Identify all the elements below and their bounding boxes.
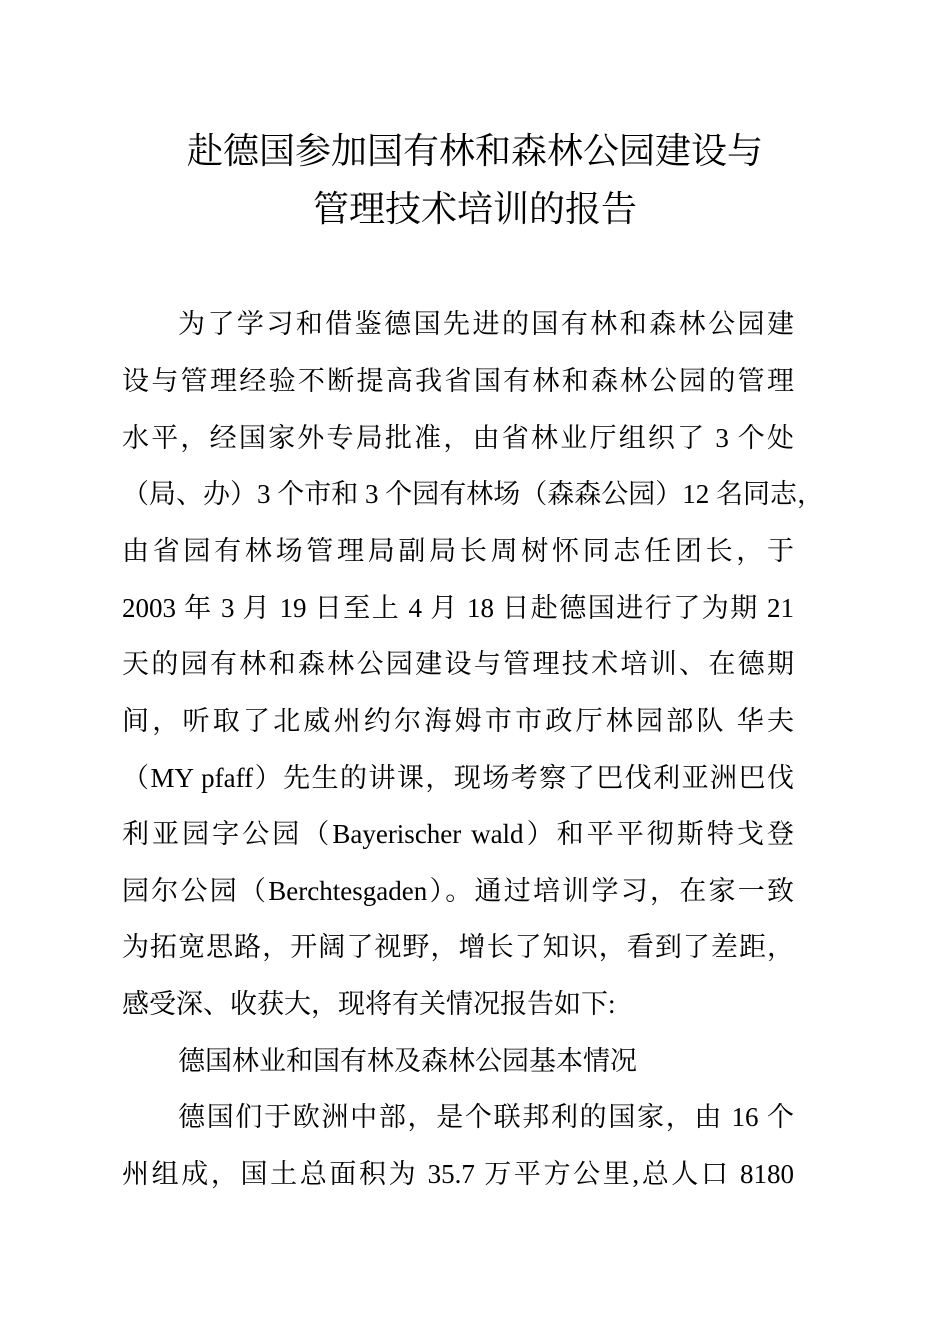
- document-title-line-1: 赴德国参加国有林和森林公园建设与: [186, 131, 763, 172]
- paragraph-line-3: 水平，经国家外专局批准，由省林业厅组织了 3 个处: [122, 423, 794, 453]
- paragraph-line-1: 为了学习和借鉴德国先进的国有林和森林公园建: [178, 309, 794, 339]
- paragraph-line-10: 利亚园字公园（Bayerischer wald）和平平彻斯特戈登: [122, 819, 794, 849]
- paragraph-line-8: 间，听取了北威州约尔海姆市市政厅林园部队 华夫: [122, 706, 794, 736]
- paragraph-line-2: 设与管理经验不断提高我省国有林和森林公园的管理: [122, 366, 794, 396]
- paragraph2-line-2: 州组成，国土总面积为 35.7 万平方公里,总人口 8180: [122, 1159, 794, 1189]
- paragraph-line-4: （局、办）3 个市和 3 个园有林场（森森公园）12 名同志，: [122, 479, 824, 509]
- paragraph-line-6: 2003 年 3 月 19 日至上 4 月 18 日赴德国进行了为期 21: [122, 593, 794, 623]
- paragraph2-line-1: 德国们于欧洲中部，是个联邦利的国家，由 16 个: [178, 1102, 794, 1132]
- paragraph-line-11: 园尔公园（Berchtesgaden）。通过培训学习，在家一致: [122, 876, 794, 906]
- document-title-line-2: 管理技术培训的报告: [312, 189, 637, 230]
- paragraph-line-13: 感受深、收获大，现将有关情况报告如下:: [122, 989, 616, 1019]
- paragraph-line-9: （MY pfaff）先生的讲课，现场考察了巴伐利亚洲巴伐: [122, 763, 794, 793]
- paragraph-line-5: 由省园有林场管理局副局长周树怀同志任团长，于: [122, 536, 794, 566]
- paragraph-line-7: 天的园有林和森林公园建设与管理技术培训、在德期: [122, 649, 794, 679]
- paragraph-line-12: 为拓宽思路，开阔了视野，增长了知识，看到了差距，: [122, 932, 794, 962]
- section-heading: 德国林业和国有林及森林公园基本情况: [178, 1046, 637, 1076]
